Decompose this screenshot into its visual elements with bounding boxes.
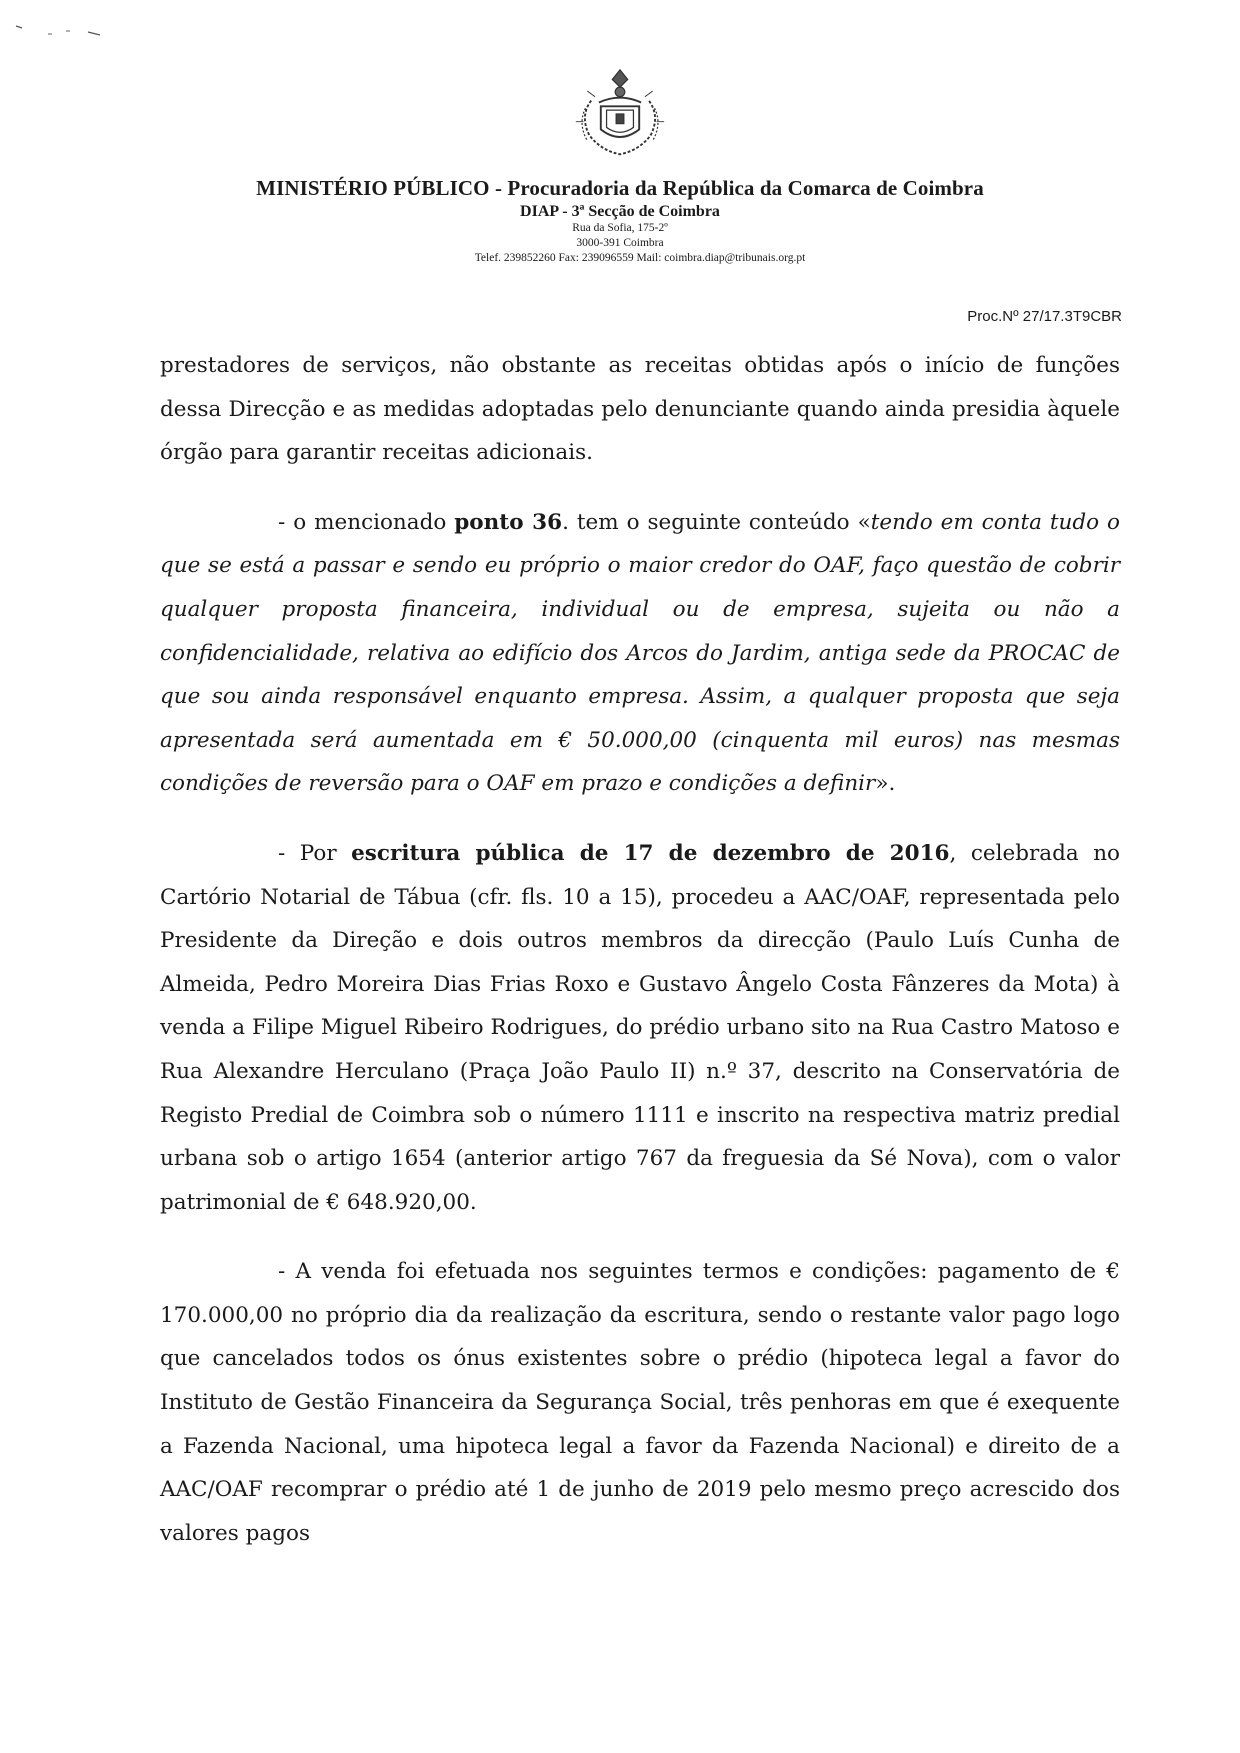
coat-of-arms-emblem bbox=[572, 66, 668, 162]
p2-lead: - o mencionado bbox=[278, 509, 455, 535]
p2-bold: ponto 36 bbox=[454, 509, 563, 535]
title-separator: - bbox=[489, 176, 508, 200]
p2-quote: tendo em conta tudo o que se está a passar e sendo eu próprio o maior credor do OAF, faço questão de cobrir qualquer proposta financeira, individual ou de empresa, sujeita ou não a confidencialidade, relativa ao edifício dos Arcos do Jardim, antiga sede da PROCAC de que sou ainda responsável enquanto empresa. Assim, a qualquer proposta que seja apresentada será aumentada em € 50.000,00 (cinquenta mil euros) nas mesmas condições de reversão para o OAF em prazo e condições a definir bbox=[160, 509, 1121, 797]
p3-rest: , celebrada no Cartório Notarial de Tábua (cfr. fls. 10 a 15), procedeu a AAC/OAF, representada pelo Presidente da Direção e dois outros membros da direcção (Paulo Luís Cunha de Almeida, Pedro Moreira Dias Frias Roxo e Gustavo Ângelo Costa Fânzeres da Mota) à venda a Filipe Miguel Ribeiro Rodrigues, do prédio urbano sito na Rua Castro Matoso e Rua Alexandre Herculano (Praça João Paulo II) n.º 37, descrito na Conservatória de Registo Predial de Coimbra sob o número 1111 e inscrito na respectiva matriz predial urbana sob o artigo 1654 (anterior artigo 767 da freguesia da Sé Nova), com o valor patrimonial de € 648.920,00. bbox=[160, 840, 1120, 1215]
paragraph-4: - A venda foi efetuada nos seguintes termos e condições: pagamento de € 170.000,00 no próprio dia da realização da escritura, sendo o restante valor pago logo que cancelados todos os ónus existentes sobre o prédio (hipoteca legal a favor do Instituto de Gestão Financeira da Segurança Social, três penhoras em que é exequente a Fazenda Nacional, uma hipoteca legal a favor da Fazenda Nacional) e direito de a AAC/OAF recomprar o prédio até 1 de junho de 2019 pelo mesmo preço acrescido dos valores pagos bbox=[160, 1259, 1120, 1546]
paragraph-1: prestadores de serviços, não obstante as receitas obtidas após o início de funções dessa Direcção e as medidas adoptadas pelo denunciante quando ainda presidia àquele órgão para garantir receitas adicionais. bbox=[160, 353, 1120, 466]
document-body bbox=[160, 344, 1120, 1581]
letterhead bbox=[0, 66, 1240, 264]
letterhead-title bbox=[0, 176, 1240, 201]
procuradoria-name: Procuradoria da República da Comarca de Coimbra bbox=[507, 176, 984, 200]
p2-mid: . tem o seguinte conteúdo « bbox=[562, 509, 871, 535]
address-line-2: 3000-391 Coimbra bbox=[576, 237, 664, 249]
contact-line: Telef. 239852260 Fax: 239096559 Mail: coimbra.diap@tribunais.org.pt bbox=[474, 252, 806, 264]
process-number: Proc.Nº 27/17.3T9CBR bbox=[967, 308, 1122, 325]
paragraph-3 bbox=[160, 832, 1120, 1224]
address-line-1: Rua da Sofia, 175-2º bbox=[572, 222, 668, 234]
paragraph-2 bbox=[160, 501, 1120, 806]
ministry-name: MINISTÉRIO PÚBLICO bbox=[256, 176, 490, 200]
section-name: DIAP - 3ª Secção de Coimbra bbox=[520, 203, 720, 220]
p2-end: ». bbox=[875, 771, 896, 797]
scan-specks bbox=[14, 22, 124, 42]
p3-lead: - Por bbox=[278, 840, 352, 866]
p3-bold: escritura pública de 17 de dezembro de 2016 bbox=[351, 840, 950, 866]
